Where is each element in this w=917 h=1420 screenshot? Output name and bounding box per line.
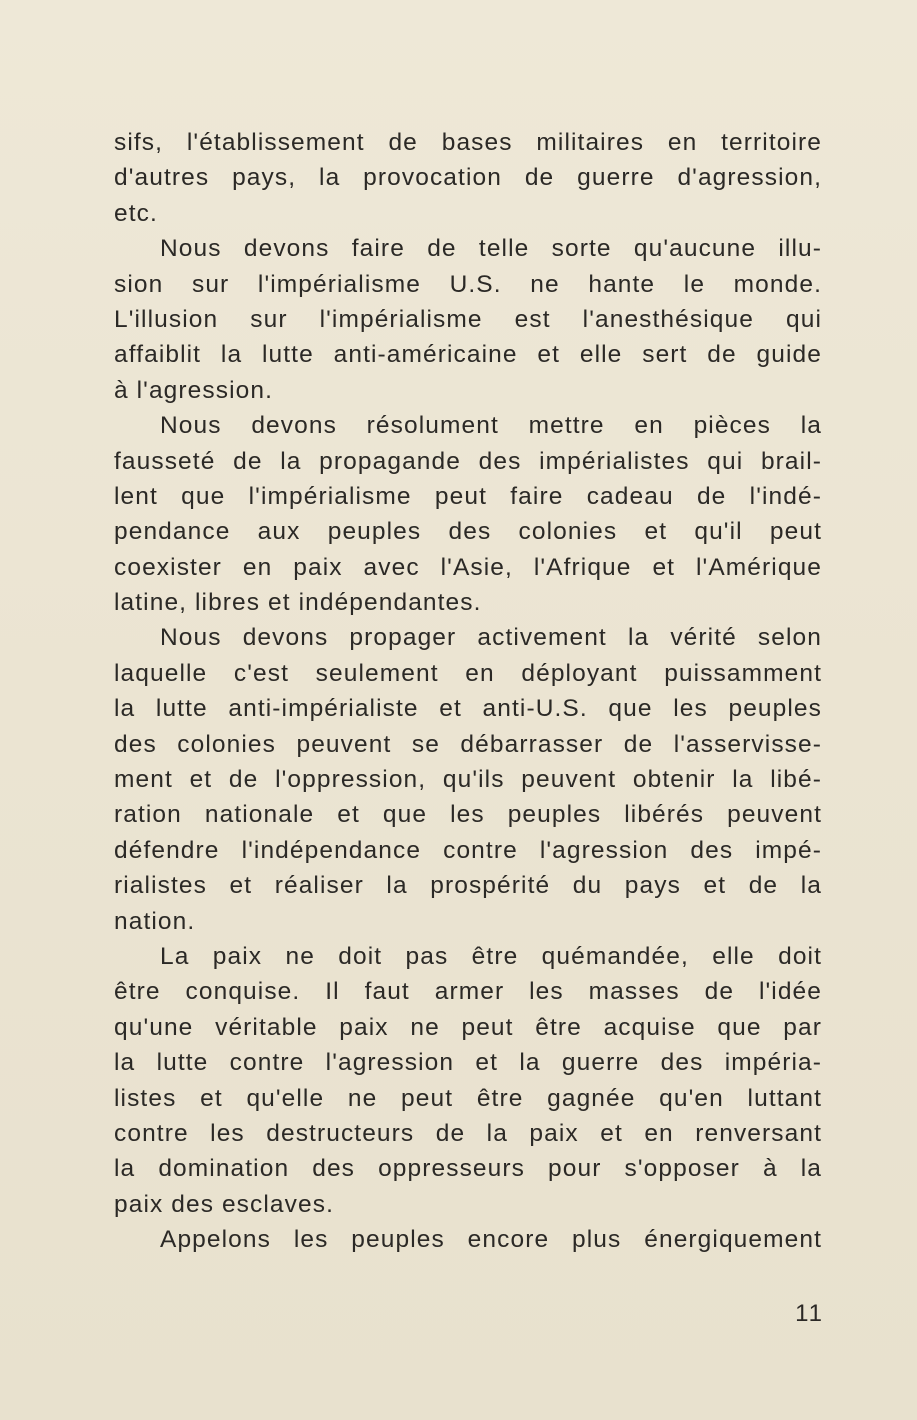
- text-line: lent que l'impérialisme peut faire cadeau de l'indé-: [114, 482, 822, 510]
- text-line: latine, libres et indépendantes.: [114, 589, 482, 617]
- text-line: Nous devons faire de telle sorte qu'aucune illu-: [160, 235, 822, 263]
- text-line: ration nationale et que les peuples libérés peuvent: [114, 801, 822, 829]
- body-text: [114, 125, 822, 1258]
- text-line: sion sur l'impérialisme U.S. ne hante le monde.: [114, 270, 822, 298]
- text-line: La paix ne doit pas être quémandée, elle doit: [160, 942, 822, 970]
- text-line: défendre l'indépendance contre l'agression des impé-: [114, 836, 822, 864]
- text-line: etc.: [114, 199, 158, 227]
- text-line: la lutte contre l'agression et la guerre des impéria-: [114, 1049, 822, 1077]
- text-line: qu'une véritable paix ne peut être acquise que par: [114, 1013, 822, 1041]
- text-line: être conquise. Il faut armer les masses de l'idée: [114, 978, 822, 1006]
- text-line: fausseté de la propagande des impérialistes qui brail-: [114, 447, 822, 475]
- text-line: Appelons les peuples encore plus énergiquement: [160, 1226, 822, 1254]
- text-line: Nous devons résolument mettre en pièces la: [160, 412, 822, 440]
- text-line: la domination des oppresseurs pour s'opposer à la: [114, 1155, 822, 1183]
- text-line: rialistes et réaliser la prospérité du pays et de la: [114, 872, 822, 900]
- text-line: laquelle c'est seulement en déployant puissamment: [114, 659, 822, 687]
- text-line: la lutte anti-impérialiste et anti-U.S. que les peuples: [114, 695, 822, 723]
- text-line: pendance aux peuples des colonies et qu'il peut: [114, 518, 822, 546]
- text-line: listes et qu'elle ne peut être gagnée qu'en luttant: [114, 1084, 822, 1112]
- page-number: 11: [795, 1300, 824, 1327]
- text-line: des colonies peuvent se débarrasser de l'asservisse-: [114, 730, 822, 758]
- text-line: Nous devons propager activement la vérité selon: [160, 624, 822, 652]
- text-line: nation.: [114, 907, 196, 935]
- text-line: ment et de l'oppression, qu'ils peuvent obtenir la libé-: [114, 766, 822, 794]
- text-line: coexister en paix avec l'Asie, l'Afrique et l'Amérique: [114, 553, 822, 581]
- text-line: à l'agression.: [114, 376, 273, 404]
- text-line: sifs, l'établissement de bases militaires en territoire: [114, 129, 822, 156]
- text-line: paix des esclaves.: [114, 1190, 334, 1218]
- text-line: contre les destructeurs de la paix et en renversant: [114, 1119, 822, 1147]
- text-line: L'illusion sur l'impérialisme est l'anesthésique qui: [114, 305, 822, 333]
- text-line: affaiblit la lutte anti-américaine et elle sert de guide: [114, 341, 822, 369]
- text-line: d'autres pays, la provocation de guerre d'agression,: [114, 164, 822, 192]
